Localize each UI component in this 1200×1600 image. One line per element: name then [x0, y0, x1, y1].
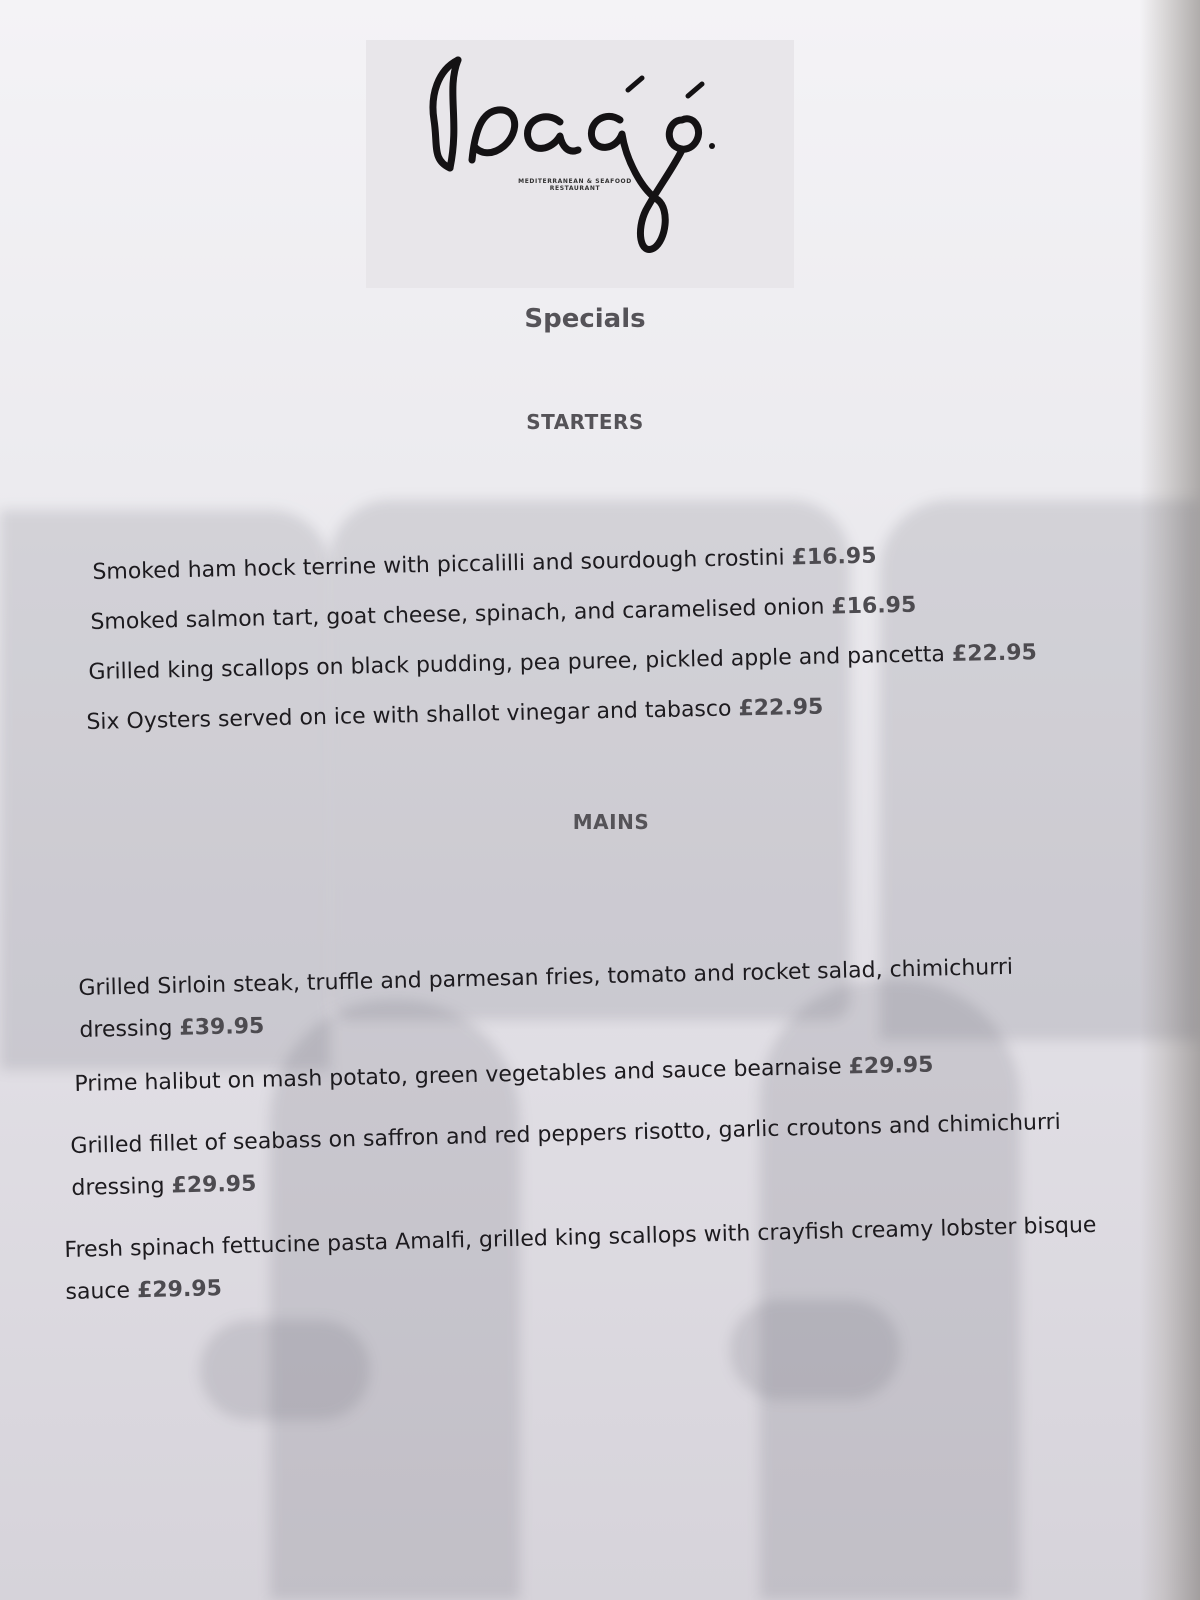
item-price: £22.95 [738, 694, 824, 722]
main-item [78, 946, 1070, 1052]
item-text: Prime halibut on mash potato, green vegetables and sauce bearnaise [74, 1054, 842, 1097]
starter-item [88, 632, 1037, 694]
item-price: £16.95 [791, 543, 877, 571]
item-text: Smoked ham hock terrine with piccalilli and sourdough crostini [92, 545, 785, 585]
starters-heading: STARTERS [526, 410, 644, 434]
mains-heading: MAINS [572, 810, 650, 834]
item-price: £39.95 [179, 1013, 265, 1041]
item-text: Grilled king scallops on black pudding, pea puree, pickled apple and pancetta [88, 642, 946, 685]
starter-item [92, 536, 877, 594]
page-title: Specials [524, 304, 646, 334]
item-text: Grilled fillet of seabass on saffron and red peppers risotto, garlic croutons and chimichurri dressing [70, 1109, 1062, 1201]
starter-item [90, 585, 917, 644]
main-item [64, 1205, 1106, 1314]
item-text: Six Oysters served on ice with shallot vinegar and tabasco [86, 696, 732, 735]
main-item [70, 1100, 1132, 1210]
item-price: £16.95 [831, 592, 917, 620]
spago-logo-icon [420, 50, 740, 260]
item-price: £22.95 [951, 640, 1038, 667]
main-item [74, 1045, 934, 1106]
starter-item [86, 687, 824, 744]
item-text: Smoked salmon tart, goat cheese, spinach, and caramelised onion [90, 594, 825, 635]
item-price: £29.95 [136, 1276, 223, 1304]
item-text: Fresh spinach fettucine pasta Amalfi, grilled king scallops with crayfish creamy lobster bisque sauce [64, 1212, 1097, 1305]
item-text: Grilled Sirloin steak, truffle and parmesan fries, tomato and rocket salad, chimichurri dressing [78, 954, 1014, 1043]
item-price: £29.95 [848, 1052, 934, 1080]
logo-tagline: MEDITERRANEAN & SEAFOOD RESTAURANT [518, 178, 632, 192]
item-price: £29.95 [171, 1171, 257, 1199]
